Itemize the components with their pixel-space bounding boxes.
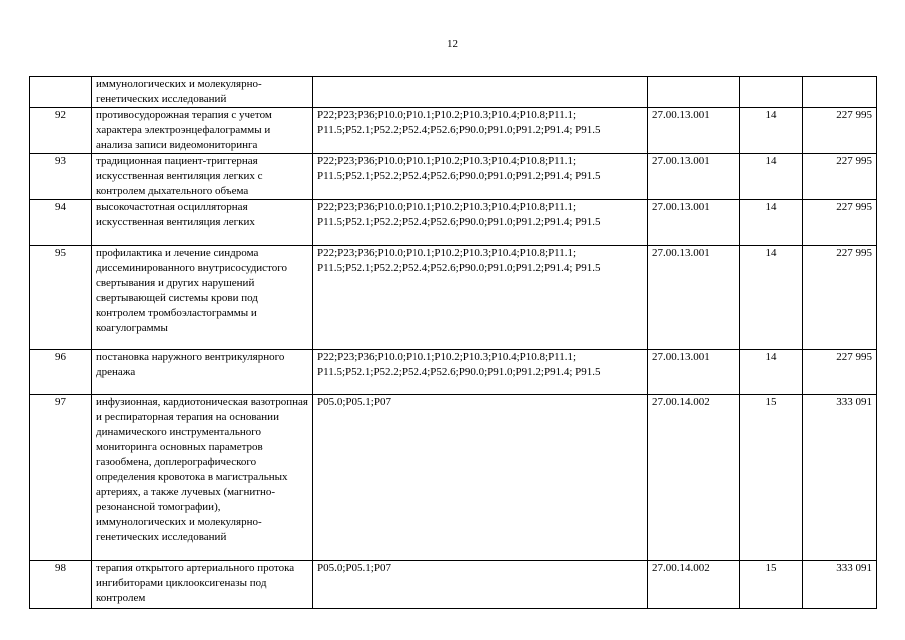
price: 333 091 (803, 561, 877, 609)
service-description: профилактика и лечение синдрома диссеминированного внутрисосудистого свертывания и других нарушений свертывающей системы крови под контролем тромбоэластограммы и коагулограммы (92, 246, 313, 350)
service-description: иммунологических и молекулярно-генетических исследований (92, 77, 313, 108)
table-row (30, 561, 877, 609)
price (803, 77, 877, 108)
group-number: 14 (740, 108, 803, 154)
group-number: 15 (740, 395, 803, 561)
table-row (30, 154, 877, 200)
price: 227 995 (803, 154, 877, 200)
group-number: 14 (740, 246, 803, 350)
group-number: 14 (740, 154, 803, 200)
price: 227 995 (803, 246, 877, 350)
group-number: 15 (740, 561, 803, 609)
service-description: постановка наружного вентрикулярного дренажа (92, 350, 313, 395)
group-code: 27.00.13.001 (648, 154, 740, 200)
diagnosis-codes (313, 77, 648, 108)
table-row (30, 200, 877, 246)
row-number (30, 77, 92, 108)
page-number: 12 (447, 38, 458, 50)
diagnosis-codes: P22;P23;P36;P10.0;P10.1;P10.2;P10.3;P10.4;P10.8;P11.1; P11.5;P52.1;P52.2;P52.4;P52.6;P90.0;P91.0;P91.2;P91.4; P91.5 (313, 108, 648, 154)
table-row (30, 395, 877, 561)
row-number: 97 (30, 395, 92, 561)
group-code: 27.00.13.001 (648, 200, 740, 246)
group-number: 14 (740, 350, 803, 395)
diagnosis-codes: P22;P23;P36;P10.0;P10.1;P10.2;P10.3;P10.4;P10.8;P11.1; P11.5;P52.1;P52.2;P52.4;P52.6;P90.0;P91.0;P91.2;P91.4; P91.5 (313, 350, 648, 395)
row-number: 94 (30, 200, 92, 246)
group-code: 27.00.13.001 (648, 350, 740, 395)
price: 227 995 (803, 350, 877, 395)
row-number: 96 (30, 350, 92, 395)
diagnosis-codes: P05.0;P05.1;P07 (313, 395, 648, 561)
service-description: противосудорожная терапия с учетом характера электроэнцефалограммы и анализа записи видеомониторинга (92, 108, 313, 154)
service-description: терапия открытого артериального протока ингибиторами циклооксигеназы под контролем (92, 561, 313, 609)
price: 333 091 (803, 395, 877, 561)
group-code: 27.00.14.002 (648, 395, 740, 561)
service-description: традиционная пациент-триггерная искусственная вентиляция легких с контролем дыхательного объема (92, 154, 313, 200)
price: 227 995 (803, 108, 877, 154)
diagnosis-codes: P22;P23;P36;P10.0;P10.1;P10.2;P10.3;P10.4;P10.8;P11.1; P11.5;P52.1;P52.2;P52.4;P52.6;P90.0;P91.0;P91.2;P91.4; P91.5 (313, 154, 648, 200)
group-code: 27.00.14.002 (648, 561, 740, 609)
diagnosis-codes: P05.0;P05.1;P07 (313, 561, 648, 609)
row-number: 95 (30, 246, 92, 350)
diagnosis-codes: P22;P23;P36;P10.0;P10.1;P10.2;P10.3;P10.4;P10.8;P11.1; P11.5;P52.1;P52.2;P52.4;P52.6;P90.0;P91.0;P91.2;P91.4; P91.5 (313, 246, 648, 350)
group-number (740, 77, 803, 108)
group-code: 27.00.13.001 (648, 108, 740, 154)
table-row (30, 246, 877, 350)
diagnosis-codes: P22;P23;P36;P10.0;P10.1;P10.2;P10.3;P10.4;P10.8;P11.1; P11.5;P52.1;P52.2;P52.4;P52.6;P90.0;P91.0;P91.2;P91.4; P91.5 (313, 200, 648, 246)
table-row (30, 108, 877, 154)
table-row (30, 350, 877, 395)
row-number: 93 (30, 154, 92, 200)
group-code: 27.00.13.001 (648, 246, 740, 350)
group-number: 14 (740, 200, 803, 246)
table-row (30, 77, 877, 108)
row-number: 92 (30, 108, 92, 154)
service-description: инфузионная, кардиотоническая вазотропная и респираторная терапия на основании динамического инструментального мониторинга основных параметров газообмена, доплерографического определения кровотока в магистральных артериях, а также лучевых (магнитно-резонансной томографии), иммунологических и молекулярно-генетических исследований (92, 395, 313, 561)
group-code (648, 77, 740, 108)
service-description: высокочастотная осцилляторная искусственная вентиляция легких (92, 200, 313, 246)
row-number: 98 (30, 561, 92, 609)
tariff-table (29, 76, 877, 609)
price: 227 995 (803, 200, 877, 246)
